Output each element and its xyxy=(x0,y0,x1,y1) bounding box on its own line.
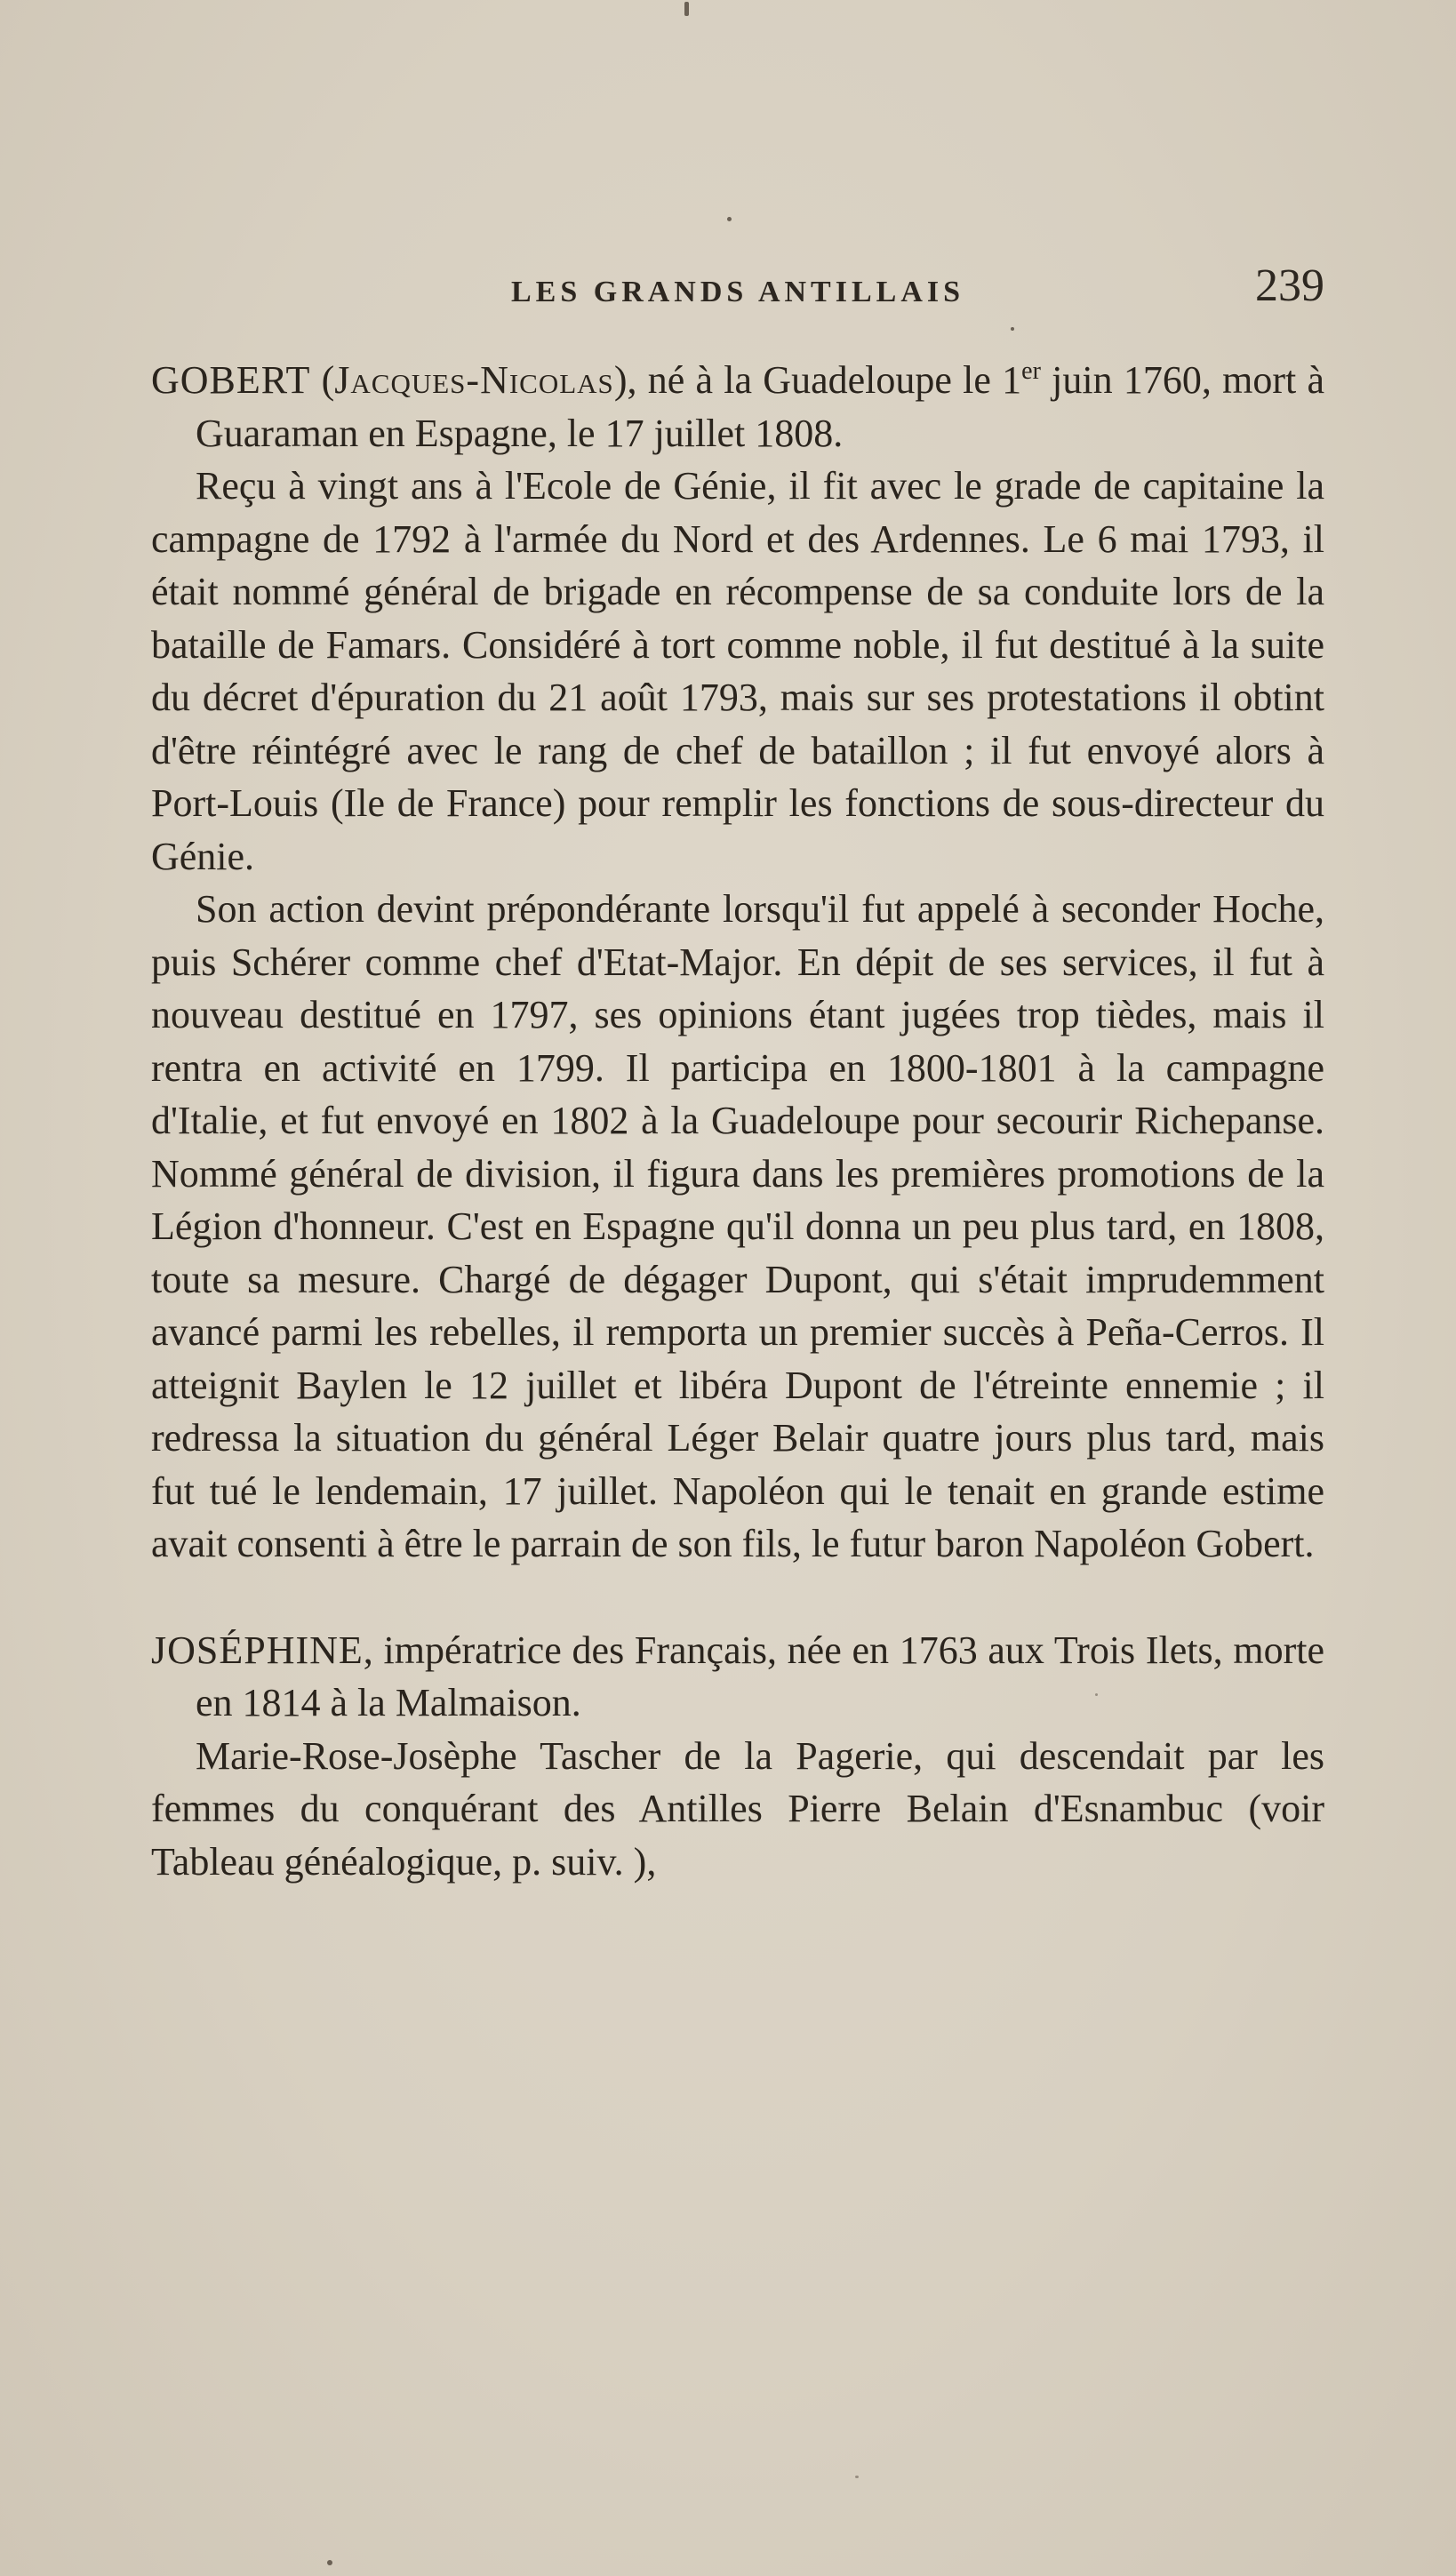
entry-paragraph: Son action devint prépondérante lorsqu'il fut appelé à seconder Hoche, puis Schérer comme chef d'Etat-Major. En dépit de ses services, il fut à nouveau destitué en 1797, ses opinions étant jugées trop tièdes, mais il rentra en activité en 1799. Il participa en 1800-1801 à la campagne d'Italie, et fut envoyé en 1802 à la Guadeloupe pour secourir Richepanse. Nommé général de division, il figura dans les premières promotions de la Légion d'honneur. C'est en Espagne qu'il donna un peu plus tard, en 1808, toute sa mesure. Chargé de dégager Dupont, qui s'était imprudemment avancé parmi les rebelles, il remporta un premier succès à Peña-Cerros. Il atteignit Baylen le 12 juillet et libéra Dupont de l'étreinte ennemie ; il redressa la situation du général Léger Belair quatre jours plus tard, mais fut tué le lendemain, 17 juillet. Napoléon qui le tenait en grande estime avait consenti à être le parrain de son fils, le futur baron Napoléon Gobert. xyxy=(151,887,1324,1565)
paper-speck xyxy=(727,217,732,221)
entry-intro: , impératrice des Français, née en 1763 aux Trois Ilets, morte en 1814 à la Malmaison. xyxy=(196,1628,1324,1724)
entry-heading-gobert xyxy=(151,354,1324,460)
ordinal-superscript: er xyxy=(1021,357,1041,385)
entry-paragraph: Reçu à vingt ans à l'Ecole de Génie, il fit avec le grade de capitaine la campagne de 1792 à l'armée du Nord et des Ardennes. Le 6 mai 1793, il était nommé général de brigade en récompense de sa conduite lors de la bataille de Famars. Considéré à tort comme noble, il fut destitué à la suite du décret d'épuration du 21 août 1793, mais sur ses protestations il obtint d'être réintégré avec le rang de chef de bataillon ; il fut envoyé alors à Port-Louis (Ile de France) pour remplir les fonctions de sous-directeur du Génie. xyxy=(151,464,1324,878)
entry-intro: , né à la Guadeloupe le 1 xyxy=(627,358,1022,402)
page-header xyxy=(151,260,1324,322)
entry-paragraph: Marie-Rose-Josèphe Tascher de la Pagerie, qui descendait par les femmes du conquérant des Antilles Pierre Belain d'Esnambuc (voir Tableau généalogique, p. suiv. ), xyxy=(151,1733,1324,1884)
entry-given-names: Jacques-Nicolas xyxy=(334,358,614,402)
entry-name: JOSÉPHINE xyxy=(151,1628,364,1672)
given-names-open: ( xyxy=(321,358,335,402)
entry-separator xyxy=(151,1571,1324,1624)
page-body xyxy=(151,354,1324,1888)
entry-intro-continued: juin 1760, mort à Guaraman en Espagne, le 17 juillet 1808. xyxy=(196,358,1324,455)
given-names-close: ) xyxy=(613,358,628,402)
paper-speck xyxy=(684,2,689,16)
paper-speck xyxy=(327,2560,332,2565)
running-head: LES GRANDS ANTILLAIS xyxy=(510,276,965,308)
paper-speck xyxy=(855,2476,859,2478)
paper-speck xyxy=(1011,327,1014,331)
page-number: 239 xyxy=(1255,260,1324,311)
entry-heading-josephine xyxy=(151,1624,1324,1730)
entry-name: GOBERT xyxy=(151,358,311,402)
